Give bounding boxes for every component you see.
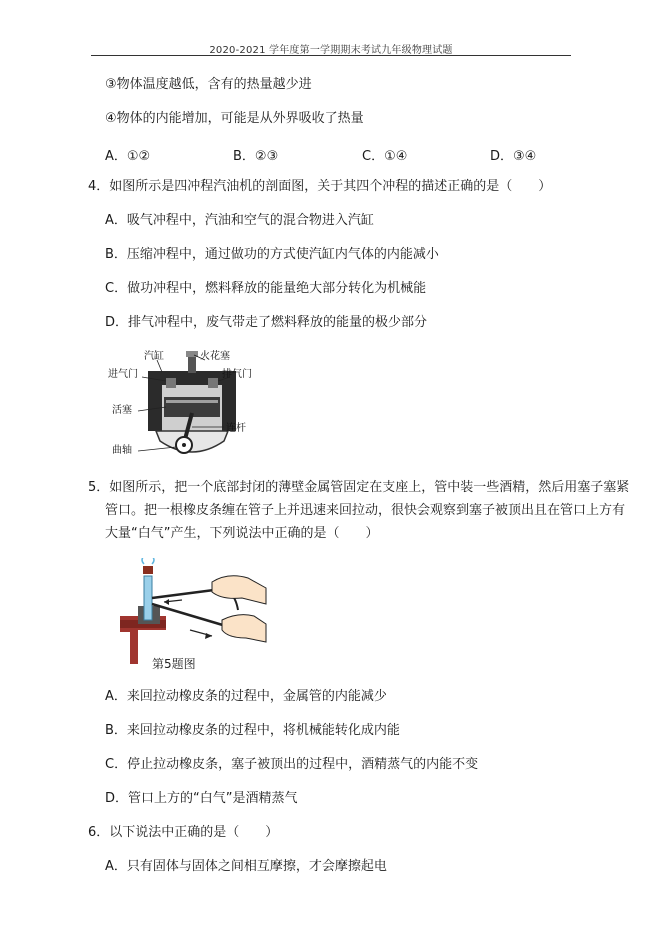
statement-3: ③物体温度越低，含有的热量越少进	[105, 77, 312, 92]
label-cylinder: 汽缸	[144, 351, 164, 362]
option-text: ①②	[126, 149, 151, 164]
tube-experiment-figure	[116, 558, 268, 670]
option-text: ③④	[513, 149, 537, 164]
q4-option-a: A．吸气冲程中，汽油和空气的混合物进入汽缸	[105, 213, 374, 228]
header-rule	[91, 55, 571, 56]
q5-number: 5．	[88, 480, 110, 495]
prev-option-c	[362, 145, 407, 164]
q5-option-c: C．停止拉动橡皮条，塞子被顶出的过程中，酒精蒸气的内能不变	[105, 757, 479, 772]
q5-option-b: B．来回拉动橡皮条的过程中，将机械能转化成内能	[105, 723, 400, 738]
option-letter: A．	[105, 149, 127, 164]
page-header: 2020-2021 学年度第一学期期末考试九年级物理试题	[209, 45, 453, 56]
q5-stem-line-3: 大量“白气”产生，下列说法中正确的是（ ）	[105, 526, 379, 541]
q4-number: 4．	[88, 179, 110, 194]
q4-option-b: B．压缩冲程中，通过做功的方式使汽缸内气体的内能减小	[105, 247, 439, 262]
prev-option-d	[490, 145, 536, 164]
q5-stem-line-1	[88, 479, 629, 497]
label-piston: 活塞	[112, 405, 132, 416]
engine-diagram	[100, 345, 260, 463]
option-letter: C．	[362, 149, 385, 164]
q6-stem	[88, 824, 278, 842]
figure-caption: 第5题图	[152, 657, 196, 670]
option-letter: B．	[233, 149, 255, 164]
q4-stem-text: 如图所示是四冲程汽油机的剖面图，关于其四个冲程的描述正确的是（ ）	[109, 179, 552, 194]
q5-stem-line-2: 管口。把一根橡皮条缠在管子上并迅速来回拉动，很快会观察到塞子被顶出且在管口上方有	[105, 503, 626, 518]
q4-stem	[88, 178, 551, 196]
label-intake-valve: 进气门	[108, 369, 138, 380]
label-spark-plug: 火花塞	[200, 351, 230, 362]
label-crankshaft: 曲轴	[112, 445, 132, 456]
label-exhaust-valve: 排气门	[222, 369, 252, 380]
label-connecting-rod: 连杆	[226, 423, 246, 434]
q5-option-d: D．管口上方的“白气”是酒精蒸气	[105, 791, 298, 806]
q6-option-a: A．只有固体与固体之间相互摩擦，才会摩擦起电	[105, 859, 387, 874]
prev-option-a	[105, 145, 150, 164]
option-letter: D．	[490, 149, 514, 164]
q6-number: 6．	[88, 825, 110, 840]
q5-stem-text-1: 如图所示，把一个底部封闭的薄壁金属管固定在支座上，管中装一些酒精，然后用塞子塞紧	[109, 480, 630, 495]
tube-experiment-diagram	[116, 558, 268, 670]
statement-4: ④物体的内能增加，可能是从外界吸收了热量	[105, 111, 364, 126]
q4-option-d: D．排气冲程中，废气带走了燃料释放的能量的极少部分	[105, 315, 428, 330]
option-text: ①④	[384, 149, 408, 164]
prev-option-b	[233, 145, 278, 164]
q4-option-c: C．做功冲程中，燃料释放的能量绝大部分转化为机械能	[105, 281, 427, 296]
q6-stem-text: 以下说法中正确的是（ ）	[109, 825, 279, 840]
q5-option-a: A．来回拉动橡皮条的过程中，金属管的内能减少	[105, 689, 387, 704]
option-text: ②③	[254, 149, 279, 164]
engine-figure	[100, 345, 260, 463]
